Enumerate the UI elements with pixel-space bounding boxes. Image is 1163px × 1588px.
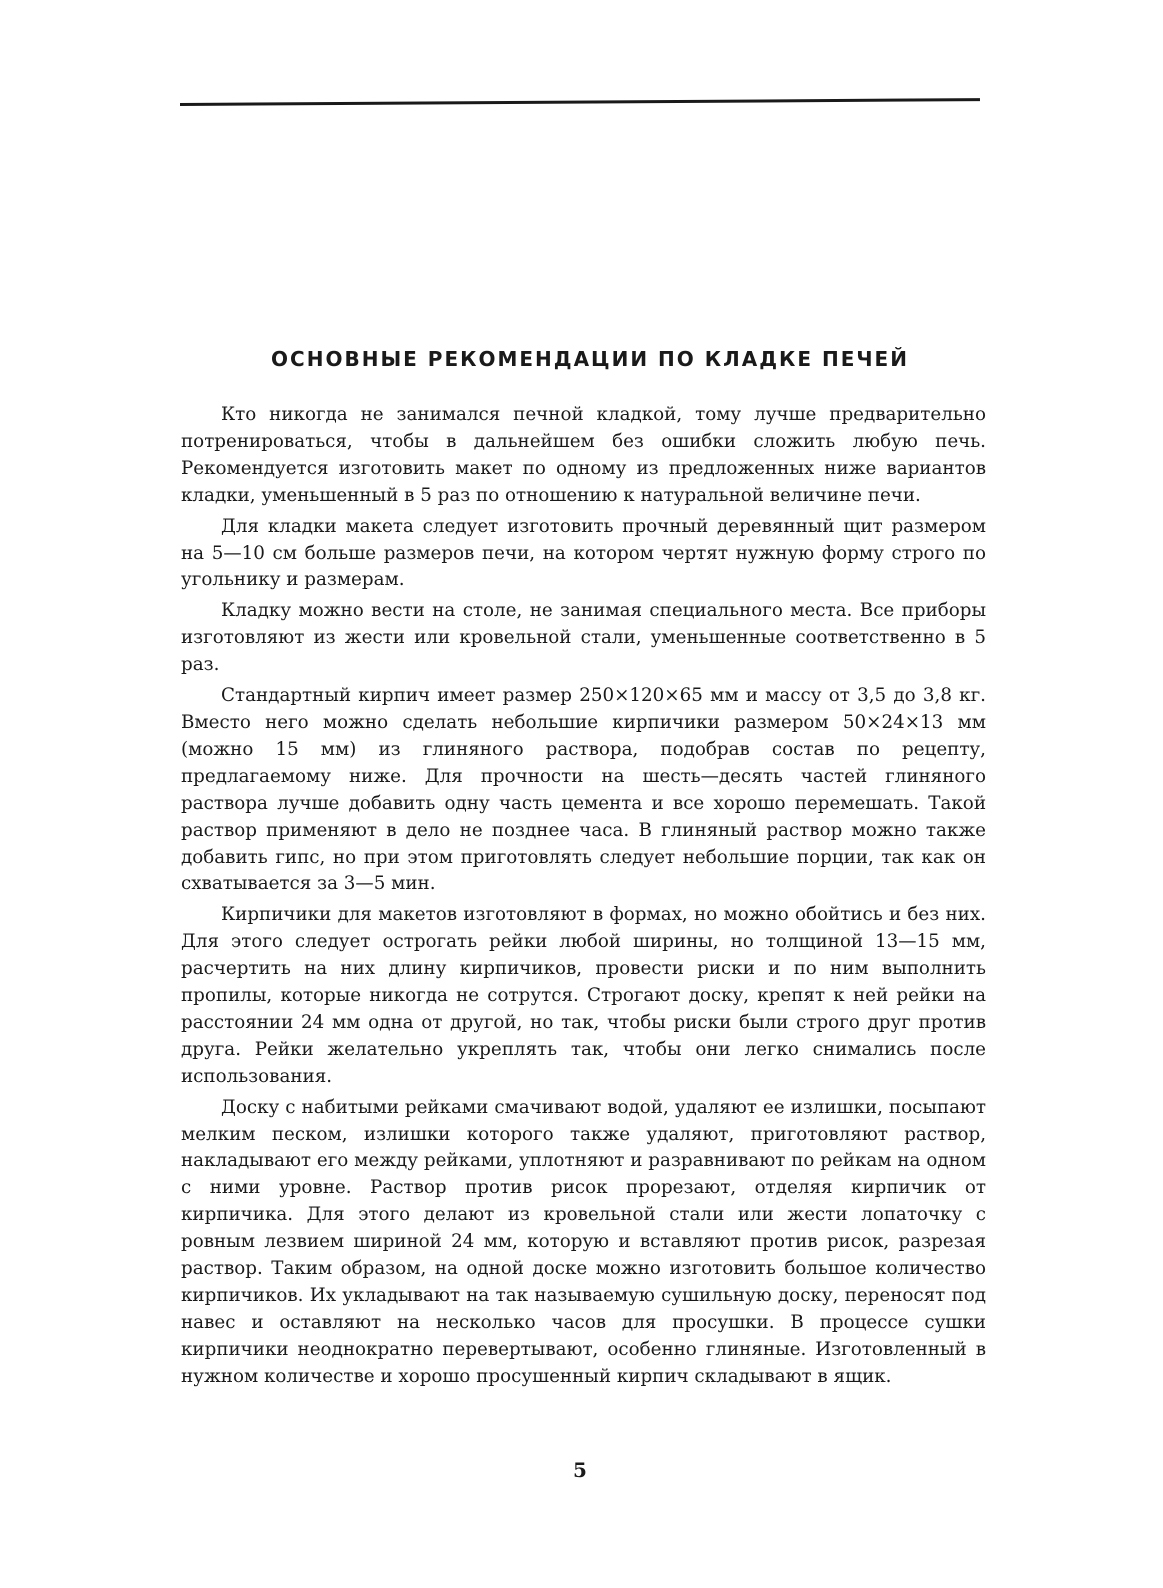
paragraph-table: Кладку можно вести на столе, не занимая специального места. Все приборы изготовляют из жести или кровельной стали, уменьшенные соответственно в 5 раз. [181,600,986,676]
paragraph-intro: Кто никогда не занимался печной кладкой, тому лучше предварительно потренироваться, чтобы в дальнейшем без ошибки сложить любую печь. Рекомендуется изготовить макет по одному из предложенных ниже вариантов кладки, уменьшенный в 5 раз по отношению к натуральной величине печи. [181,404,986,506]
paragraph-forms: Кирпичики для макетов изготовляют в формах, но можно обойтись и без них. Для этого следует острогать рейки любой ширины, но толщиной 13—15 мм, расчертить на них длину кирпичиков, провести риски и по ним выполнить пропилы, которые никогда не сотрутся. Строгают доску, крепят к ней рейки на расстоянии 24 мм одна от другой, но так, чтобы риски были строго друг против друга. Рейки желательно укреплять так, чтобы они легко снимались после использования. [181,904,986,1087]
top-rule [180,98,980,106]
paragraph-shield: Для кладки макета следует изготовить прочный деревянный щит размером на 5—10 см больше размеров печи, на котором чертят нужную форму строго по угольнику и размерам. [181,515,986,591]
paragraph-board: Доску с набитыми рейками смачивают водой, удаляют ее излишки, посыпают мелким песком, излишки которого также удаляют, приготовляют раствор, накладывают его между рейками, уплотняют и разравнивают по рейкам на одном с ними уровне. Раствор против рисок прорезают, отделяя кирпичик от кирпичика. Для этого делают из кровельной стали или жести лопаточку с ровным лезвием шириной 24 мм, которую и вставляют против рисок, разрезая раствор. Таким образом, на одной доске можно изготовить большое количество кирпичиков. Их укладывают на так называемую сушильную доску, переносят под навес и оставляют на несколько часов для просушки. В процессе сушки кирпичики неоднократно перевертывают, особенно глиняные. Изготовленный в нужном количестве и хорошо просушенный кирпич складывают в ящик. [181,1096,986,1387]
body-text [181,402,986,1395]
page-title: ОСНОВНЫЕ РЕКОМЕНДАЦИИ ПО КЛАДКЕ ПЕЧЕЙ [271,347,909,371]
page-number: 5 [573,1458,587,1482]
paragraph-brick-size: Стандартный кирпич имеет размер 250×120×65 мм и массу от 3,5 до 3,8 кг. Вместо него можно сделать небольшие кирпичики размером 50×24×13 мм (можно 15 мм) из глиняного раствора, подобрав состав по рецепту, предлагаемому ниже. Для прочности на шесть—десять частей глиняного раствора лучше добавить одну часть цемента и все хорошо перемешать. Такой раствор применяют в дело не позднее часа. В глиняный раствор можно также добавить гипс, но при этом приготовлять следует небольшие порции, так как он схватывается за 3—5 мин. [181,685,986,895]
